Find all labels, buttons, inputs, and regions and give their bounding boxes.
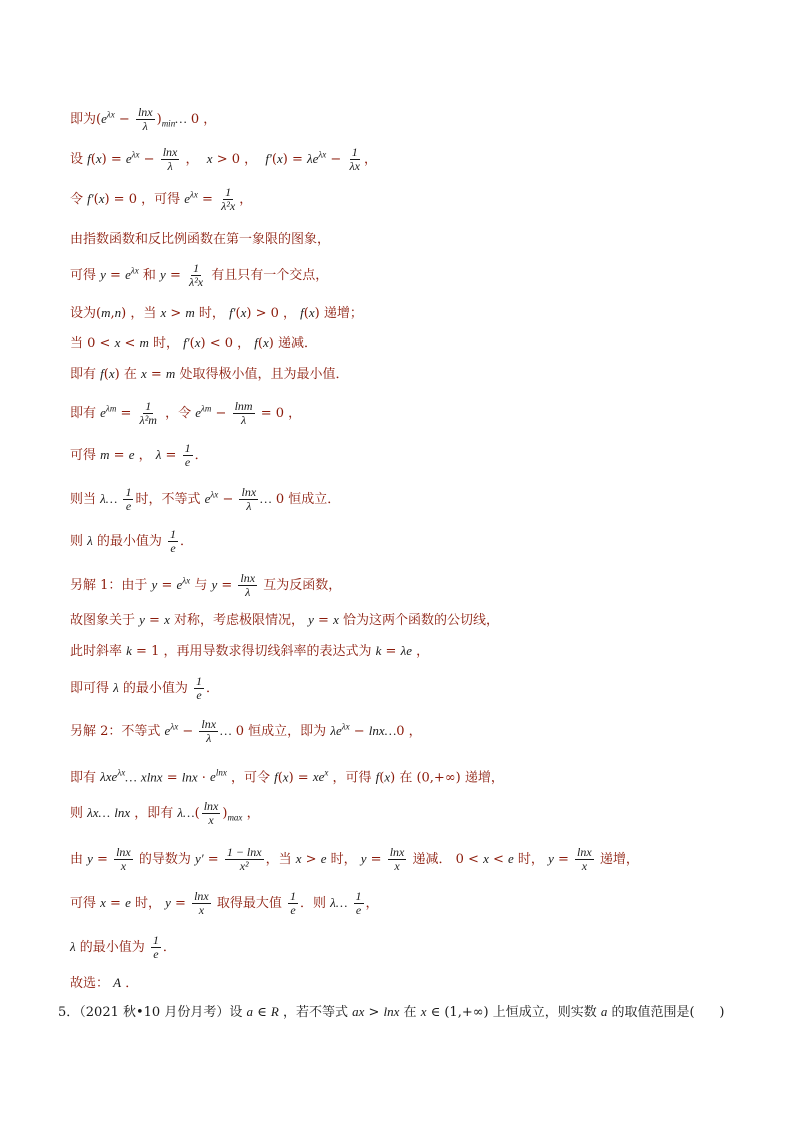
solution-line-15: 此时斜率 k = 1 ，再用导数求得切线斜率的表达式为 k = λe ， [70,643,430,659]
solution-line-10: 可得 m = e ， λ = $\frac{1}{e}$ ． [70,441,208,469]
solution-line-11: 则当 λ… $\frac{1}{e}$ 时，不等式 $e^{\lambda x}$ − $\frac{\ln x}{\lambda}$ … 0 恒成立． [70,485,341,513]
solution-line-20: 由 y = $\frac{\ln x}{x}$ 的导数为 y′ = $\frac{1 - \ln x}{\text{x²}}$ ，当 x > e 时， y = $\frac{\ln x}{x}$ 递减． 0 < x < e 时， y = $\frac{\ln x}{x}$ 递增， [70,845,639,873]
solution-line-16: 即可得 λ 的最小值为 $\frac{1}{e}$ ． [70,674,220,702]
solution-line-8: 即有 f(x) 在 x = m 处取得极小值，且为最小值． [70,366,349,382]
solution-line-4: 由指数函数和反比例函数在第一象限的图象， [70,232,331,247]
solution-line-17: 另解 2：不等式 $e^{\lambda x}$ − $\frac{\ln x}{\lambda}$ … 0 恒成立，即为 $\lambda e^{\lambda x}$ − lnx…0 ， [70,717,422,745]
solution-line-1 [70,106,216,133]
line-1-visual: 即为($e^{\lambda x}$ − $\frac{\ln x}{\lambda}$ )$_{min}\dots$ 0 ， [70,105,217,133]
solution-line-22: λ 的最小值为 $\frac{1}{e}$ ． [70,933,176,961]
solution-line-12: 则 λ 的最小值为 $\frac{1}{e}$ ． [70,527,194,555]
solution-line-6: 设为(m,n) ，当 x > m 时， f′(x) > 0 ， f(x) 递增； [70,305,363,321]
solution-line-7: 当 0 < x < m 时， f′(x) < 0 ， f(x) 递减． [70,335,317,351]
solution-line-23: 故选： A ． [70,975,139,991]
solution-line-18: 即有 λxe$^{\lambda x}$… $xlnx = \ln x \cdot e^{lnx}$ ，可令 $f(x) = xe^x$ ，可得 f(x) 在 (0,+∞) 递增， [70,768,504,786]
solution-line-14: 故图象关于 y = x 对称，考虑极限情况， y = x 恰为这两个函数的公切线， [70,612,500,628]
solution-line-21: 可得 x = e 时， y = $\frac{\ln x}{x}$ 取得最大值 $\frac{1}{e}$ ．则 λ… $\frac{1}{e}$ ， [70,889,379,917]
solution-line-2: 设 $f(x) = e^{\lambda x}$ − $\frac{\ln x}{\lambda}$ ， x > 0 ， $f'(x) = \lambda e^{\lambda x}$ − $\frac{1}{\lambda x}$ ， [70,145,377,173]
solution-line-9: 即有 $e^{\lambda m}$ = $\frac{1}{\text{λ²m}}$ ，令 $e^{\lambda m}$ − $\frac{\ln m}{\lambda}$ = 0 ， [70,399,302,427]
question-5: 5．（2021 秋•10 月份月考）设 a ∈ R ，若不等式 ax > lnx 在 x ∈ (1,+∞) 上恒成立，则实数 a 的取值范围是( ) [58,1004,725,1020]
solution-line-3: 令 f′(x) = 0 ，可得 $e^{\lambda x}$ = $\frac{1}{\text{λ²x}}$ ， [70,185,253,213]
solution-line-19: 则 λx… lnx ，即有 λ…( $\frac{\ln x}{x}$ )$_{max}$ ， [70,799,260,827]
solution-line-5: 可得 $y = e^{\lambda x}$ 和 y = $\frac{1}{\text{λ²x}}$ 有且只有一个交点， [70,261,329,289]
solution-line-13: 另解 1：由于 $y = e^{\lambda x}$ 与 y = $\frac{\ln x}{\lambda}$ 互为反函数， [70,571,342,599]
